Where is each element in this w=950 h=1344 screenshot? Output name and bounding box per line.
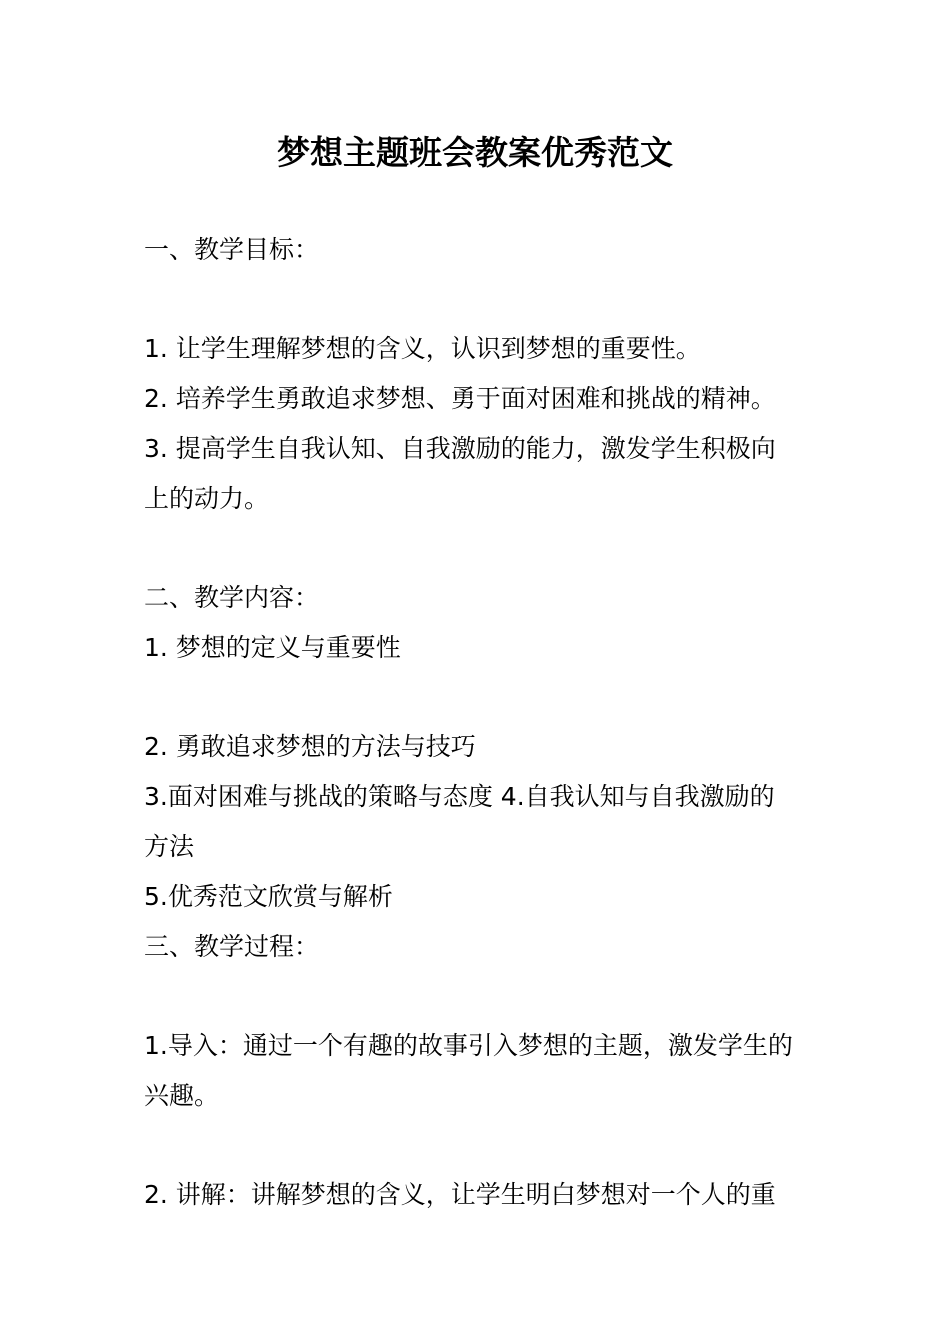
paragraph-line: 方法 [144,832,195,861]
paragraph-line: 1. 让学生理解梦想的含义，认识到梦想的重要性。 [144,334,701,363]
section-heading-objectives: 一、教学目标： [144,235,320,264]
paragraph-line: 1. 梦想的定义与重要性 [144,633,401,662]
paragraph-line: 兴趣。 [144,1081,220,1110]
paragraph-line: 5.优秀范文欣赏与解析 [144,882,393,911]
section-heading-process: 三、教学过程： [144,932,320,961]
paragraph-line: 1.导入：通过一个有趣的故事引入梦想的主题，激发学生的 [144,1031,793,1060]
document-title: 梦想主题班会教案优秀范文 [277,133,673,172]
section-heading-content: 二、教学内容： [144,583,320,612]
paragraph-line: 2. 勇敢追求梦想的方法与技巧 [144,732,476,761]
paragraph-line: 2. 讲解：讲解梦想的含义，让学生明白梦想对一个人的重 [144,1180,776,1209]
paragraph-line: 3. 提高学生自我认知、自我激励的能力，激发学生积极向 [144,434,776,463]
paragraph-line: 3.面对困难与挑战的策略与态度 4.自我认知与自我激励的 [144,782,775,811]
paragraph-line: 2. 培养学生勇敢追求梦想、勇于面对困难和挑战的精神。 [144,384,776,413]
paragraph-line: 上的动力。 [144,484,270,513]
